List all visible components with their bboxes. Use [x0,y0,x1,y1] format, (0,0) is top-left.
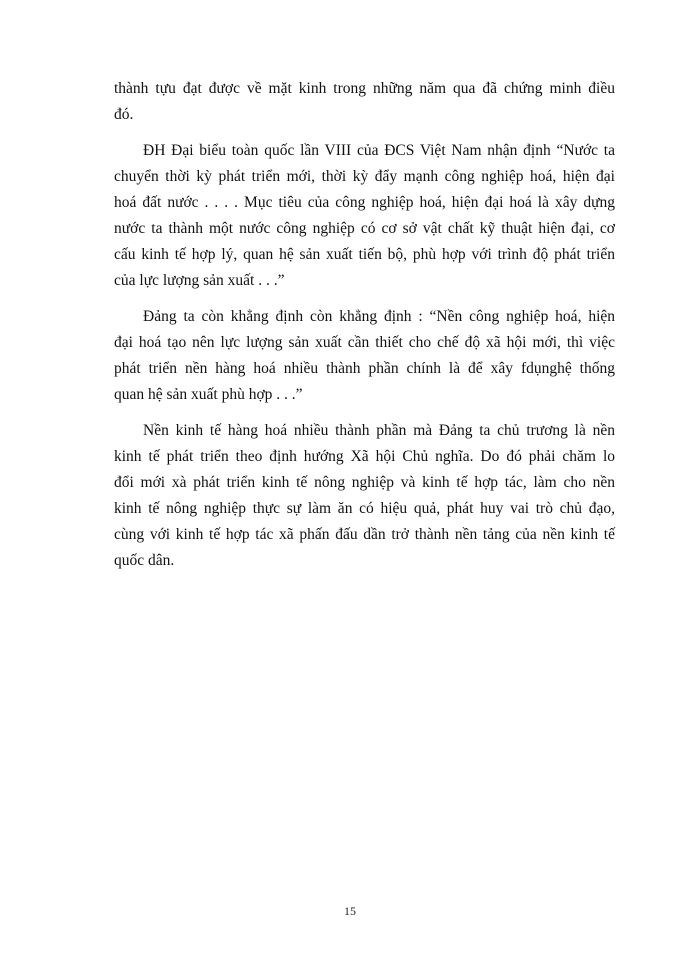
text-line: nước ta thành một nước công nghiệp có cơ sở vật chất kỹ thuật hiện đại, cơ [114,220,615,237]
text-line: Nền kinh tế hàng hoá nhiều thành phần mà Đảng ta chủ trương là nền [143,422,615,439]
paragraph-1 [114,76,615,128]
text-line: quan hệ sản xuất phù hợp . . .” [114,386,303,403]
text-line: thành tựu đạt được về mặt kinh trong những năm qua đã chứng minh điều [114,80,615,97]
text-line: ĐH Đại biểu toàn quốc lần VIII của ĐCS Việt Nam nhận định “Nước ta [143,142,615,159]
text-line: Đảng ta còn khẳng định còn khẳng định : “Nền công nghiệp hoá, hiện [143,308,615,325]
text-line: kinh tế nông nghiệp thực sự làm ăn có hiệu quả, phát huy vai trò chủ đạo, [114,500,615,517]
page-number: 15 [344,904,356,918]
text-line: chuyển thời kỳ phát triển mới, thời kỳ đẩy mạnh công nghiệp hoá, hiện đại [114,168,615,185]
text-line: cấu kinh tế hợp lý, quan hệ sản xuất tiến bộ, phù hợp với trình độ phát triển [114,246,615,263]
text-line: hoá đất nước . . . . Mục tiêu của công nghiệp hoá, hiện đại hoá là xây dựng [114,194,615,211]
text-line: quốc dân. [114,552,175,569]
text-line: kinh tế phát triển theo định hướng Xã hội Chủ nghĩa. Do đó phải chăm lo [114,448,615,465]
text-line: của lực lượng sản xuất . . .” [114,272,285,289]
text-line: đó. [114,106,134,123]
text-line: đại hoá tạo nên lực lượng sản xuất cần thiết cho chế độ xã hội mới, thì việc [114,334,615,351]
text-line: cùng với kinh tế hợp tác xã phấn đấu dần trở thành nền tảng của nền kinh tế [114,526,615,543]
body-text [114,76,615,574]
paragraph-3 [114,304,615,408]
paragraph-4 [114,418,615,574]
text-line: phát triển nền hàng hoá nhiều thành phần chính là để xây fdụnghệ thống [114,360,615,377]
text-line: đổi mới xà phát triển kinh tế nông nghiệp và kinh tế hợp tác, làm cho nền [114,474,615,491]
paragraph-2 [114,138,615,294]
